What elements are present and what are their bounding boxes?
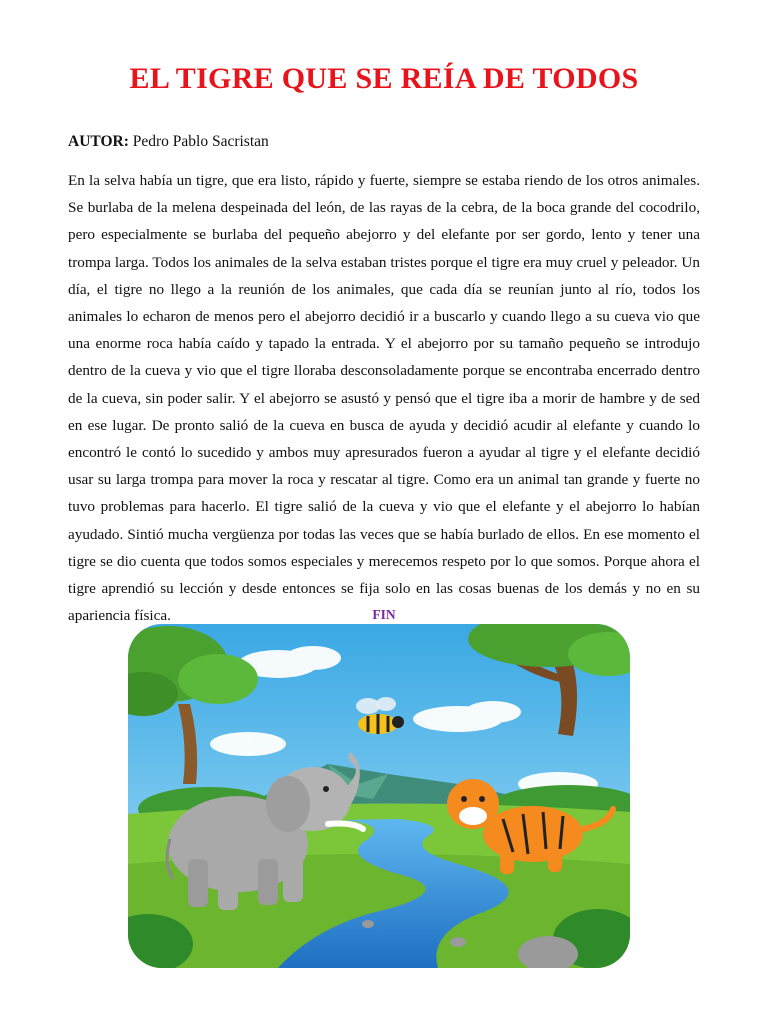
author-line — [68, 133, 269, 151]
end-label: FIN — [372, 607, 396, 622]
document-title: EL TIGRE QUE SE REÍA DE TODOS — [129, 62, 639, 95]
author-label: AUTOR: — [68, 133, 129, 150]
story-illustration — [128, 624, 630, 968]
author-name: Pedro Pablo Sacristan — [132, 133, 269, 150]
story-paragraph: En la selva había un tigre, que era listo, rápido y fuerte, siempre se estaba riendo de los otros animales. Se burlaba de la melena despeinada del león, de las rayas de la cebra, de la boca grande del cocodrilo, pero especialmente se burlaba del pequeño abejorro y del elefante por ser gordo, lento y tener una trompa larga. Todos los animales de la selva estaban tristes porque el tigre era muy cruel y peleador. Un día, el tigre no llego a la reunión de los animales, que cada día se reunían junto al río, todos los animales lo echaron de menos pero el abejorro decidió ir a buscarlo y cuando llego a su cueva vio que una enorme roca había caído y tapado la entrada. Y el abejorro por su tamaño pequeño se introdujo dentro de la cueva y vio que el tigre lloraba desconsoladamente porque se encontraba encerrado dentro de la cueva, sin poder salir. Y el abejorro se asustó y pensó que el tigre iba a morir de hambre y de sed en ese lugar. De pronto salió de la cueva en busca de ayuda y decidió acudir al elefante y cuando lo encontró le contó lo sucedido y ambos muy apresurados fueron a ayudar al tigre y el elefante decidió usar su larga trompa para mover la roca y rescatar al tigre. Como era un animal tan grande y fuerte no tuvo problemas para hacerlo. El tigre salió de la cueva y vio que el elefante y el abejorro lo habían ayudado. Sintió mucha vergüenza por todas las veces que se había burlado de ellos. En ese momento el tigre se dio cuenta que todos somos especiales y merecemos respeto por lo que somos. Porque ahora el tigre aprendió su lección y desde entonces se fija solo en las cosas buenas de los demás y no en su apariencia física. — [68, 172, 700, 625]
